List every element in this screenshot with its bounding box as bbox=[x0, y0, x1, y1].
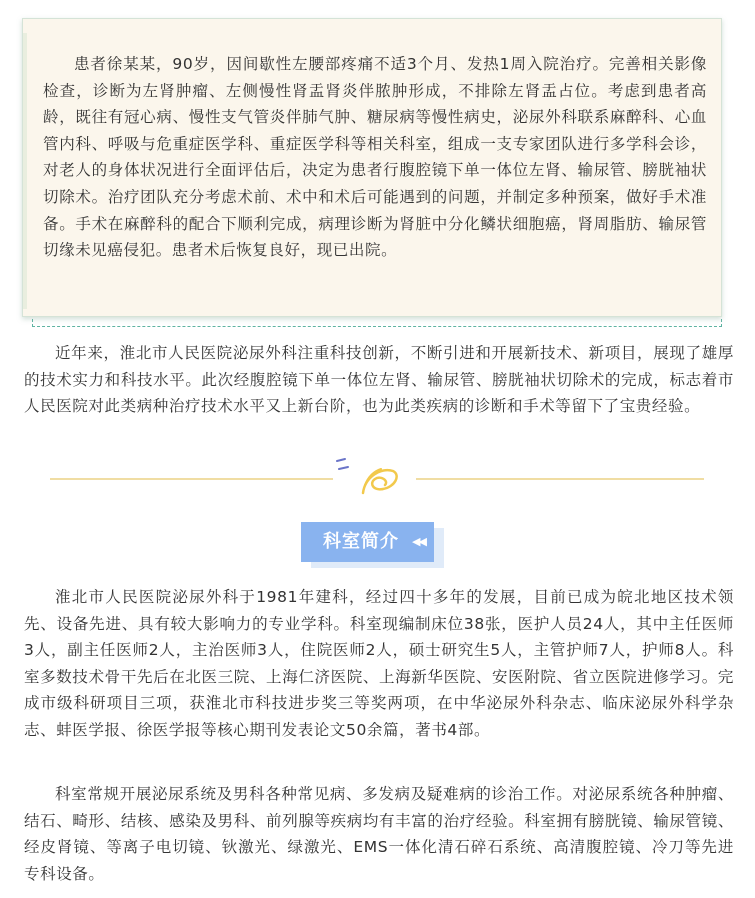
swirl-ornament-icon bbox=[335, 453, 405, 501]
section-title-bar bbox=[301, 522, 434, 562]
case-description: 患者徐某某，90岁，因间歇性左腰部疼痛不适3个月、发热1周入院治疗。完善相关影像检查，诊断为左肾肿瘤、左侧慢性肾盂肾炎伴脓肿形成，不排除左肾盂占位。考虑到患者高龄，既往有冠心病、慢性支气管炎伴肺气肿、糖尿病等慢性病史，泌尿外科联系麻醉科、心血管内科、呼吸与危重症医学科、重症医学科等相关科室，组成一支专家团队进行多学科会诊，对老人的身体状况进行全面评估后，决定为患者行腹腔镜下单一体位左肾、输尿管、膀胱袖状切除术。治疗团队充分考虑术前、术中和术后可能遇到的问题，并制定多种预案，做好手术准备。手术在麻醉科的配合下顺利完成，病理诊断为肾脏中分化鳞状细胞癌，肾周脂肪、输尿管切缘未见癌侵犯。患者术后恢复良好，现已出院。 bbox=[43, 55, 707, 260]
section-title-badge bbox=[301, 522, 451, 572]
case-box-accent bbox=[23, 33, 27, 309]
section-title: 科室简介 bbox=[323, 531, 399, 552]
department-intro-paragraph-2: 科室常规开展泌尿系统及男科各种常见病、多发病及疑难病的诊治工作。对泌尿系统各种肿瘤、结石、畸形、结核、感染及男科、前列腺等疾病均有丰富的治疗经验。科室拥有膀胱镜、输尿管镜、经皮肾镜、等离子电切镜、钬激光、绿激光、EMS一体化清石碎石系统、高清腹腔镜、冷刀等先进专科设备。 bbox=[24, 785, 734, 883]
divider-line-left bbox=[50, 478, 333, 480]
intro-paragraph: 近年来，淮北市人民医院泌尿外科注重科技创新，不断引进和开展新技术、新项目，展现了雄厚的技术实力和科技水平。此次经腹腔镜下单一体位左肾、输尿管、膀胱袖状切除术的完成，标志着市人民医院对此类病种治疗技术水平又上新台阶，也为此类疾病的诊断和手术等留下了宝贵经验。 bbox=[24, 344, 734, 416]
case-box bbox=[22, 18, 722, 317]
department-intro-paragraph-1: 淮北市人民医院泌尿外科于1981年建科，经过四十多年的发展，目前已成为皖北地区技术领先、设备先进、具有较大影响力的专业学科。科室现编制床位38张，医护人员24人，其中主任医师3人，副主任医师2人，主治医师3人，住院医师2人，硕士研究生5人，主管护师7人，护师8人。科室多数技术骨干先后在北医三院、上海仁济医院、上海新华医院、安医附院、省立医院进修学习。完成市级科研项目三项，获淮北市科技进步奖三等奖两项，在中华泌尿外科杂志、临床泌尿外科学杂志、蚌医学报、徐医学报等核心期刊发表论文50余篇，著书4部。 bbox=[24, 588, 734, 739]
double-left-arrow-icon: ◀◀ bbox=[412, 535, 425, 548]
case-box-container bbox=[22, 18, 722, 328]
divider-line-right bbox=[416, 478, 704, 480]
